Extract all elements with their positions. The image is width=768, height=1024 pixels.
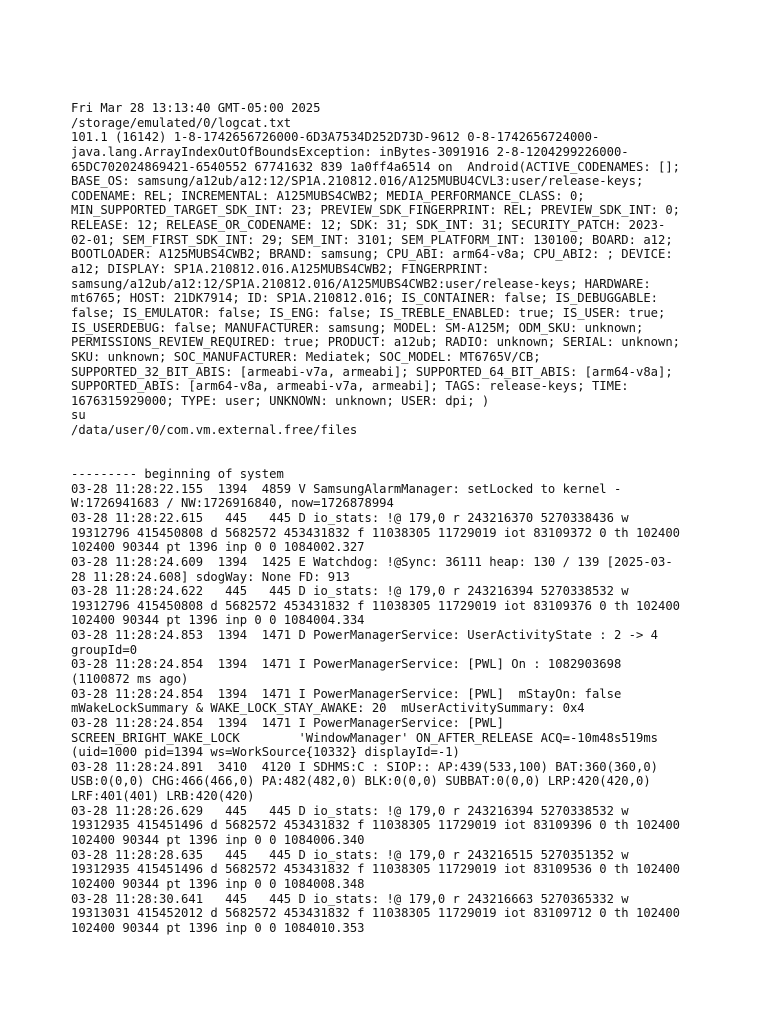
log-line: 03-28 11:28:22.615 445 445 D io_stats: !@ 179,0 r 243216370 5270338436 w xyxy=(71,510,629,525)
log-line: 03-28 11:28:22.155 1394 4859 V SamsungAlarmManager: setLocked to kernel - xyxy=(71,481,622,496)
log-line: 03-28 11:28:24.853 1394 1471 D PowerManagerService: UserActivityState : 2 -> 4 xyxy=(71,628,658,643)
device-info-line: samsung/a12ub/a12:12/SP1A.210812.016/A125MUBS4CWB2:user/release-keys; HARDWARE: xyxy=(71,276,651,291)
log-line: groupId=0 xyxy=(71,642,138,657)
files-directory-path: /data/user/0/com.vm.external.free/files xyxy=(71,423,358,438)
device-info-line: SKU: unknown; SOC_MANUFACTURER: Mediatek; SOC_MODEL: MT6765V/CB; xyxy=(71,349,541,364)
log-line: 03-28 11:28:24.891 3410 4120 I SDHMS:C : SIOP:: AP:439(533,100) BAT:360(360,0) xyxy=(71,759,658,774)
log-line: 19312796 415450808 d 5682572 453431832 f 11038305 11729019 iot 83109372 0 th 102400 xyxy=(71,525,681,540)
device-info-line: BASE_OS: samsung/a12ub/a12:12/SP1A.210812.016/A125MUBU4CVL3:user/release-keys; xyxy=(71,174,644,189)
logcat-document xyxy=(71,101,711,936)
log-line: 102400 90344 pt 1396 inp 0 0 1084006.340 xyxy=(71,833,365,848)
log-line: LRF:401(401) LRB:420(420) xyxy=(71,789,255,804)
spacer xyxy=(71,452,711,467)
device-info-block xyxy=(71,130,711,408)
device-info-line: SUPPORTED_32_BIT_ABIS: [armeabi-v7a, armeabi]; SUPPORTED_64_BIT_ABIS: [arm64-v8a]; xyxy=(71,364,673,379)
log-line: 102400 90344 pt 1396 inp 0 0 1084002.327 xyxy=(71,540,365,555)
device-info-line: a12; DISPLAY: SP1A.210812.016.A125MUBS4CWB2; FINGERPRINT: xyxy=(71,262,490,277)
log-line: 28 11:28:24.608] sdogWay: None FD: 913 xyxy=(71,569,350,584)
log-line: SCREEN_BRIGHT_WAKE_LOCK 'WindowManager' ON_AFTER_RELEASE ACQ=-10m48s519ms xyxy=(71,730,658,745)
device-info-line: BOOTLOADER: A125MUBS4CWB2; BRAND: samsung; CPU_ABI: arm64-v8a; CPU_ABI2: ; DEVICE: xyxy=(71,247,673,262)
log-line: 03-28 11:28:24.854 1394 1471 I PowerManagerService: [PWL] xyxy=(71,715,504,730)
log-line: 03-28 11:28:28.635 445 445 D io_stats: !@ 179,0 r 243216515 5270351352 w xyxy=(71,847,629,862)
device-info-line: RELEASE: 12; RELEASE_OR_CODENAME: 12; SDK: 31; SDK_INT: 31; SECURITY_PATCH: 2023- xyxy=(71,218,666,233)
log-line: 03-28 11:28:24.854 1394 1471 I PowerManagerService: [PWL] mStayOn: false xyxy=(71,686,622,701)
logcat-file-path: /storage/emulated/0/logcat.txt xyxy=(71,115,292,130)
device-info-line: false; IS_EMULATOR: false; IS_ENG: false; IS_TREBLE_ENABLED: true; IS_USER: true; xyxy=(71,305,666,320)
device-info-line: 65DC702024869421-6540552 67741632 839 1a0ff4a6514 on Android(ACTIVE_CODENAMES: []; xyxy=(71,159,681,174)
report-timestamp: Fri Mar 28 13:13:40 GMT-05:00 2025 xyxy=(71,101,321,115)
log-line: 03-28 11:28:30.641 445 445 D io_stats: !@ 179,0 r 243216663 5270365332 w xyxy=(71,891,629,906)
device-info-line: mt6765; HOST: 21DK7914; ID: SP1A.210812.016; IS_CONTAINER: false; IS_DEBUGGABLE: xyxy=(71,291,658,306)
log-line: 19313031 415452012 d 5682572 453431832 f 11038305 11729019 iot 83109712 0 th 102400 xyxy=(71,906,681,921)
log-line: 19312935 415451496 d 5682572 453431832 f 11038305 11729019 iot 83109536 0 th 102400 xyxy=(71,862,681,877)
log-line: (1100872 ms ago) xyxy=(71,671,189,686)
log-line: 102400 90344 pt 1396 inp 0 0 1084010.353 xyxy=(71,920,365,935)
log-line: 03-28 11:28:24.622 445 445 D io_stats: !@ 179,0 r 243216394 5270338532 w xyxy=(71,584,629,599)
device-info-line: 101.1 (16142) 1-8-1742656726000-6D3A7534D252D73D-9612 0-8-1742656724000- xyxy=(71,130,600,145)
device-info-line: IS_USERDEBUG: false; MANUFACTURER: samsung; MODEL: SM-A125M; ODM_SKU: unknown; xyxy=(71,320,644,335)
device-info-line: SUPPORTED_ABIS: [arm64-v8a, armeabi-v7a, armeabi]; TAGS: release-keys; TIME: xyxy=(71,379,629,394)
log-line: 03-28 11:28:24.609 1394 1425 E Watchdog: !@Sync: 36111 heap: 130 / 139 [2025-03- xyxy=(71,554,673,569)
log-line: W:1726941683 / NW:1726916840, now=1726878994 xyxy=(71,496,394,511)
su-command: su xyxy=(71,408,86,423)
device-info-line: PERMISSIONS_REVIEW_REQUIRED: true; PRODUCT: a12ub; RADIO: unknown; SERIAL: unknown; xyxy=(71,335,681,350)
system-log-entries xyxy=(71,482,711,936)
log-line: 19312935 415451496 d 5682572 453431832 f 11038305 11729019 iot 83109396 0 th 102400 xyxy=(71,818,681,833)
device-info-line: 1676315929000; TYPE: user; UNKNOWN: unknown; USER: dpi; ) xyxy=(71,393,490,408)
log-line: mWakeLockSummary & WAKE_LOCK_STAY_AWAKE: 20 mUserActivitySummary: 0x4 xyxy=(71,701,585,716)
log-line: 19312796 415450808 d 5682572 453431832 f 11038305 11729019 iot 83109376 0 th 102400 xyxy=(71,598,681,613)
system-log-section-marker: --------- beginning of system xyxy=(71,467,284,482)
log-line: 03-28 11:28:24.854 1394 1471 I PowerManagerService: [PWL] On : 1082903698 xyxy=(71,657,622,672)
device-info-line: MIN_SUPPORTED_TARGET_SDK_INT: 23; PREVIEW_SDK_FINGERPRINT: REL; PREVIEW_SDK_INT: 0; xyxy=(71,203,681,218)
log-line: 102400 90344 pt 1396 inp 0 0 1084008.348 xyxy=(71,876,365,891)
device-info-line: CODENAME: REL; INCREMENTAL: A125MUBS4CWB2; MEDIA_PERFORMANCE_CLASS: 0; xyxy=(71,188,585,203)
log-line: (uid=1000 pid=1394 ws=WorkSource{10332} displayId=-1) xyxy=(71,745,460,760)
device-info-line: 02-01; SEM_FIRST_SDK_INT: 29; SEM_INT: 3101; SEM_PLATFORM_INT: 130100; BOARD: a12; xyxy=(71,232,673,247)
spacer xyxy=(71,438,711,453)
log-line: 102400 90344 pt 1396 inp 0 0 1084004.334 xyxy=(71,613,365,628)
device-info-line: java.lang.ArrayIndexOutOfBoundsException: inBytes-3091916 2-8-1204299226000- xyxy=(71,144,629,159)
log-line: USB:0(0,0) CHG:466(466,0) PA:482(482,0) BLK:0(0,0) SUBBAT:0(0,0) LRP:420(420,0) xyxy=(71,774,651,789)
log-line: 03-28 11:28:26.629 445 445 D io_stats: !@ 179,0 r 243216394 5270338532 w xyxy=(71,803,629,818)
